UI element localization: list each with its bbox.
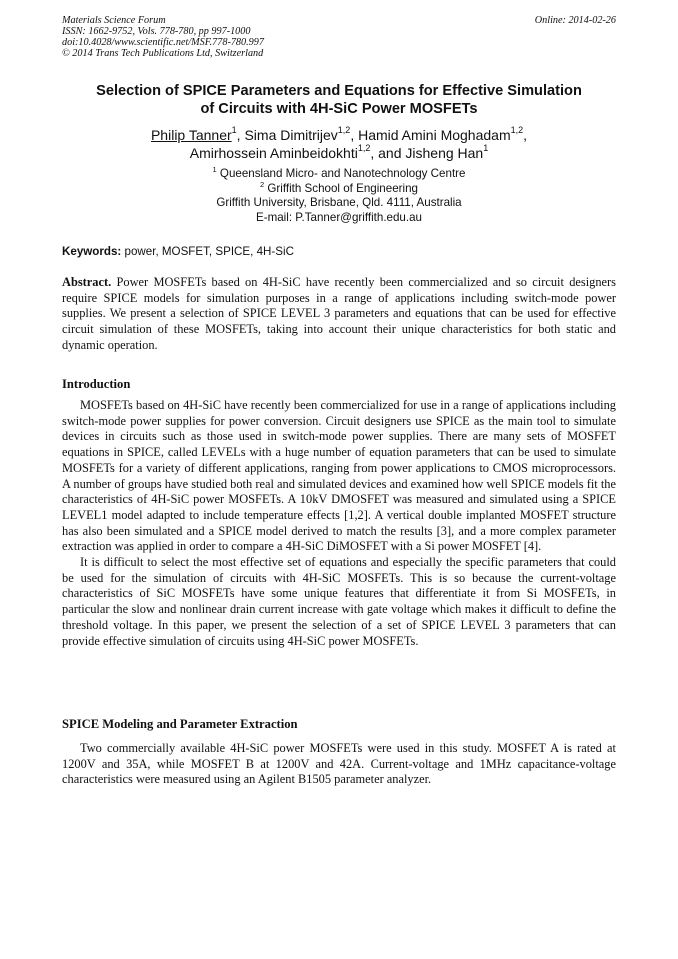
keywords bbox=[62, 245, 616, 259]
abstract-label: Abstract. bbox=[62, 275, 112, 289]
affiliation-text: Griffith School of Engineering bbox=[267, 181, 418, 195]
paragraph: Two commercially available 4H-SiC power MOSFETs were used in this study. MOSFET A is rated at 1200V and 35A, while MOSFET B at 1200V and 42A. Current-voltage and 1MHz capacitance-voltage characteristics were measured using an Agilent B1505 parameter analyzer. bbox=[62, 741, 616, 787]
author-conjunction: and bbox=[378, 145, 402, 161]
journal-name: Materials Science Forum bbox=[62, 15, 166, 26]
section-heading-introduction: Introduction bbox=[62, 377, 131, 391]
author-name: Amirhossein Aminbeidokhti bbox=[189, 145, 358, 161]
introduction-body bbox=[62, 398, 616, 649]
abstract bbox=[62, 275, 616, 354]
spice-section-body bbox=[62, 741, 616, 788]
author-affiliation-mark: 1,2 bbox=[510, 125, 524, 136]
affiliations bbox=[62, 167, 616, 225]
author-affiliation-mark: 1,2 bbox=[357, 143, 371, 154]
title-line-2: of Circuits with 4H-SiC Power MOSFETs bbox=[200, 101, 478, 117]
author-affiliation-mark: 1,2 bbox=[337, 125, 351, 136]
affiliation-address: Griffith University, Brisbane, Qld. 4111, Australia bbox=[216, 196, 462, 209]
keywords-label: Keywords: bbox=[62, 245, 122, 258]
author-affiliation-mark: 1 bbox=[231, 125, 237, 136]
paragraph: It is difficult to select the most effective set of equations and especially the specific parameters that could be used for the simulation of circuits with 4H-SiC MOSFETs. This is so because the current-voltage characteristics of SiC MOSFETs have some unique features that differentiate it from Si MOSFETs, in particular the slow and nonlinear drain current increase with gate voltage which makes it difficult to define the threshold voltage. In this paper, we present the selection of a set of SPICE LEVEL 3 parameters that can provide effective simulation of circuits using 4H-SiC power MOSFETs. bbox=[62, 555, 616, 648]
paper-title bbox=[62, 82, 616, 118]
author-name: Hamid Amini Moghadam bbox=[358, 127, 511, 143]
affiliation-text: Queensland Micro- and Nanotechnology Centre bbox=[219, 167, 466, 180]
journal-copyright: © 2014 Trans Tech Publications Ltd, Switzerland bbox=[62, 48, 264, 59]
journal-header bbox=[62, 15, 616, 59]
author-affiliation-mark: 1 bbox=[483, 143, 489, 154]
journal-issn: ISSN: 1662-9752, Vols. 778-780, pp 997-1000 bbox=[62, 26, 251, 37]
author-line-2: Amirhossein Aminbeidokhti$^{1,2}$, and Jisheng Han$^1$ bbox=[189, 143, 489, 161]
paragraph: MOSFETs based on 4H-SiC have recently been commercialized for use in a range of applications including switch-mode power supplies for power conversion. Circuit designers use SPICE as the main tool to simulate devices in circuits such as those used in switch-mode power supplies. There are many sets of MOSFET equations in SPICE, called LEVELs with a huge number of equation parameters that can be used to simulate MOSFETs for a variety of different applications, ranging from power applications to CMOS microprocessors. A number of groups have studied both real and simulated devices and examined how well SPICE models fit the characteristics of 4H-SiC power MOSFETs. A 10kV DMOSFET was measured and simulated using a SPICE LEVEL1 model adapted to include temperature effects [1,2]. A vertical double implanted MOSFET structure has also been simulated and a SPICE model derived to match the results [3], and a more complex parameter extraction was applied in order to compare a 4H-SiC DiMOSFET with a Si power MOSFET [4]. bbox=[62, 398, 616, 554]
affiliation-mark: 2 bbox=[259, 179, 265, 189]
author-line-1: Philip Tanner$^1$, Sima Dimitrijev$^{1,2}$, Hamid Amini Moghadam$^{1,2}$, bbox=[150, 125, 528, 143]
keywords-text: power, MOSFET, SPICE, 4H-SiC bbox=[124, 245, 294, 258]
author-name: Philip Tanner bbox=[150, 127, 232, 143]
author-name: Sima Dimitrijev bbox=[244, 127, 338, 143]
author-list bbox=[62, 126, 616, 162]
journal-doi[interactable]: doi:10.4028/www.scientific.net/MSF.778-780.997 bbox=[62, 37, 264, 48]
author-name: Jisheng Han bbox=[405, 145, 484, 161]
contact-email[interactable]: E-mail: P.Tanner@griffith.edu.au bbox=[255, 210, 422, 224]
section-heading-spice: SPICE Modeling and Parameter Extraction bbox=[62, 717, 298, 731]
affiliation-mark: 1 bbox=[212, 165, 217, 175]
affiliation-1 bbox=[62, 167, 616, 182]
title-line-1: Selection of SPICE Parameters and Equations for Effective Simulation bbox=[96, 83, 582, 99]
abstract-text: Power MOSFETs based on 4H-SiC have recently been commercialized and so circuit designers require SPICE models for simulation purposes in a range of applications including switch-mode power supplies. We present a selection of SPICE LEVEL 3 parameters and equations that can be used for effective circuit simulation of these MOSFETs, taking into account their unique characteristics for both static and dynamic operation. bbox=[62, 275, 616, 352]
online-date: Online: 2014-02-26 bbox=[534, 15, 616, 26]
affiliation-2 bbox=[62, 179, 616, 197]
